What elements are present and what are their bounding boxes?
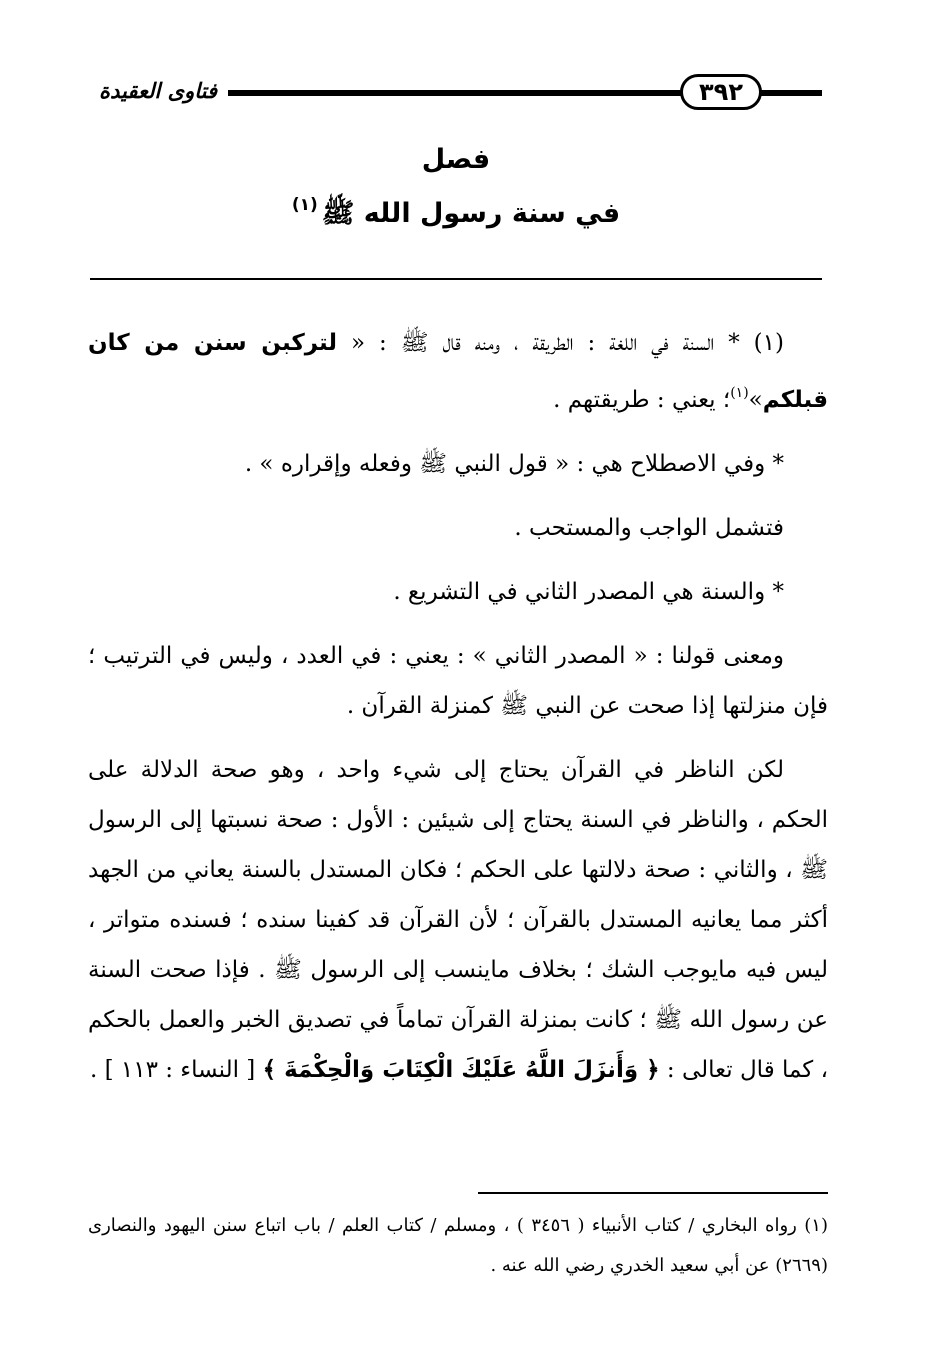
footnote-ref[interactable]: (١) [730,385,749,401]
paragraph-definition-language [88,318,828,425]
footnote-divider [478,1192,828,1194]
running-book-title: فتاوى العقيدة [98,79,217,103]
footnote-text: (١) رواه البخاري / كتاب الأنبياء ( ٣٤٥٦ ) ، ومسلم / كتاب العلم / باب اتباع سنن اليهود والنصارى (٢٦٦٩) عن أبي سعيد الخدري رضي الله عنه . [88,1215,828,1276]
body-text [88,318,828,1095]
p1-start: (١) * السنة في اللغة : الطريقة ، ومنه قال ﷺ : « [337,330,784,356]
p6-start: لكن الناظر في القرآن يحتاج إلى شيء واحد ، وهو صحة الدلالة على الحكم ، والناظر في السنة يحتاج إلى شيئين : الأول : صحة نسبتها إلى الرسول ﷺ ، والثاني : صحة دلالتها على الحكم ؛ فكان المستدل بالسنة يعاني من الجهد أكثر مما يعانيه المستدل بالقرآن ؛ لأن القرآن قد كفينا سنده ؛ فسنده متواتر ، ليس فيه مايوجب الشك ؛ بخلاف ماينسب إلى الرسول ﷺ . فإذا صحت السنة عن رسول الله ﷺ ؛ كانت بمنزلة القرآن تماماً في تصديق الخبر والعمل بالحكم ، كما قال تعالى : [88,757,828,1083]
paragraph-meaning: ومعنى قولنا : « المصدر الثاني » : يعني : في العدد ، وليس في الترتيب ؛ فإن منزلتها إذا صحت عن النبي ﷺ كمنزلة القرآن . [88,643,828,719]
page-number: ٣٩٢ [680,74,762,110]
page-header [90,74,822,114]
paragraph-comparison [88,745,828,1095]
section-note-ref: (١) [291,195,318,215]
hadith-quote: لتركبن سنن من كان قبلكم [88,330,828,413]
p1-end: ؛ يعني : طريقتهم . [553,387,731,413]
quran-verse: ﴿ وَأَنزَلَ اللَّهُ عَلَيْكَ الْكِتَابَ وَالْحِكْمَةَ ﴾ [262,1057,660,1083]
section-label: فصل [421,144,491,175]
paragraph-second-source: * والسنة هي المصدر الثاني في التشريع . [393,579,784,605]
verse-reference: [ النساء : ١١٣ ] . [89,1057,263,1083]
paragraph-definition-term: * وفي الاصطلاح هي : « قول النبي ﷺ وفعله وإقراره » . [244,451,784,477]
section-title-text: في سنة رسول الله ﷺ [321,198,621,229]
p1-quote-close: » [748,387,763,413]
section-heading [90,138,822,237]
section-title [90,182,822,237]
heading-divider [90,278,822,280]
footnote [88,1206,828,1286]
header-rule-right [760,90,822,96]
paragraph-includes: فتشمل الواجب والمستحب . [514,515,784,541]
